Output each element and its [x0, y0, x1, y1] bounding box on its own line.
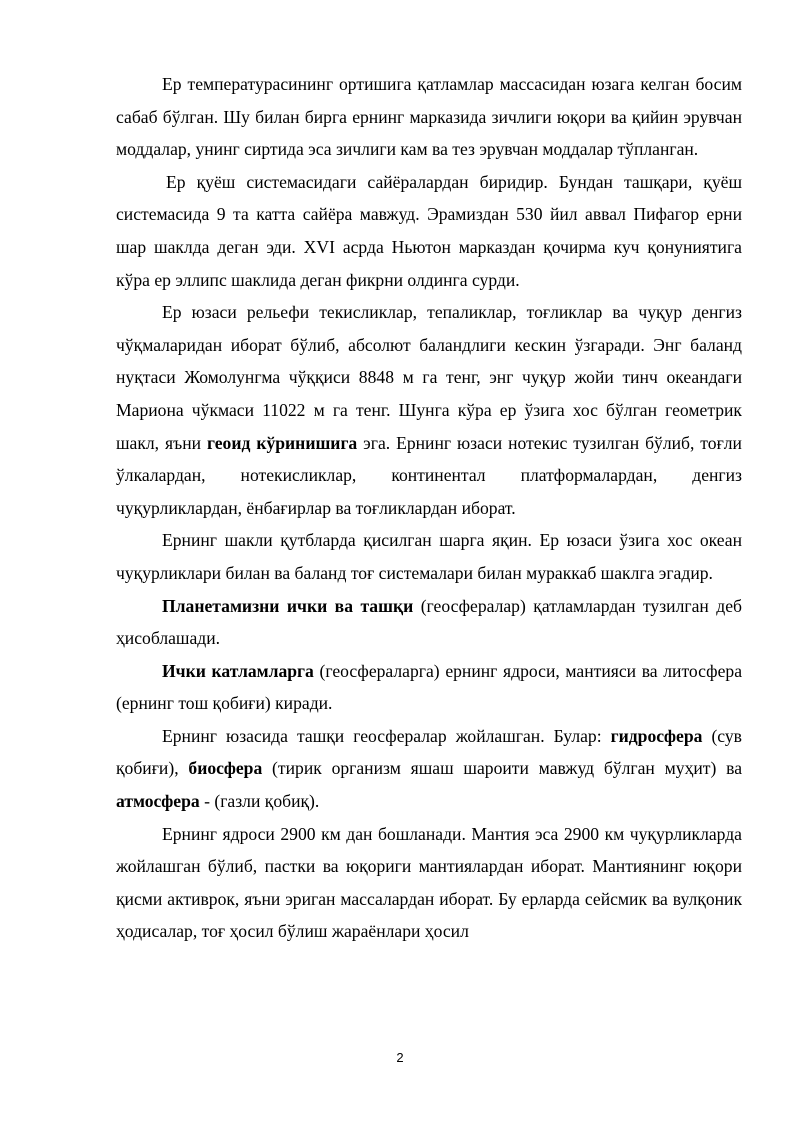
bold-term-hydrosphere: гидросфера: [610, 725, 703, 746]
text-span: Ер юзаси рельефи текисликлар, тепаликлар, тоғликлар ва чуқур денгиз чўқмаларидан иборат бўлиб, абсолют баландлиги кескин ўзгаради. Энг баланд нуқтаси Жомолунгма чўққиси 8848 м га тенг, энг чуқур жойи тинч океандаги Мариона чўкмаси 11022 м га тенг. Шунга кўра ер ўзига хос бўлган геометрик шакл, яъни: [116, 302, 742, 453]
bold-term-inner-outer: Планетамизни ички ва ташқи: [162, 595, 414, 616]
paragraph-4: [116, 524, 742, 589]
body-text: [116, 68, 742, 948]
text-span: Ернинг юзасида ташқи геосфералар жойлашган. Булар:: [162, 725, 611, 746]
bold-term-geoid: геоид кўринишига: [206, 432, 358, 453]
text-span: (тирик организм яшаш шароити мавжуд бўлган муҳит) ва: [262, 758, 742, 779]
bold-term-inner-layers: Ички катламларга: [162, 660, 314, 681]
text-span: Ернинг шакли қутбларда қисилган шарга яқин. Ер юзаси ўзига хос океан чуқурликлари билан ва баланд тоғ системалари билан мураккаб шаклга эгадир.: [116, 530, 742, 583]
paragraph-1: [116, 68, 742, 166]
text-span: Ернинг ядроси 2900 км дан бошланади. Мантия эса 2900 км чуқурликларда жойлашган бўлиб, пастки ва юқориги мантиялардан иборат. Мантиянинг юқори қисми активрок, яъни эриган массалардан иборат. Бу ерларда сейсмик ва вулқоник ҳодисалар, тоғ ҳосил бўлиш жараёнлари ҳосил: [116, 823, 742, 942]
text-span: (геосфераларга) ернинг ядроси, мантияси ва литосфера (ернинг тош қобиғи) киради.: [116, 660, 743, 714]
paragraph-7: [116, 720, 742, 818]
text-span: Ер температурасининг ортишига қатламлар массасидан юзага келган босим сабаб бўлган. Шу билан бирга ернинг марказида зичлиги юқори ва қийин эрувчан моддалар, унинг сиртида эса зичлиги кам ва тез эрувчан моддалар тўпланган.: [116, 74, 742, 160]
text-span: - (газли қобиқ).: [199, 791, 320, 812]
text-span: Ер қуёш системасидаги сайёралардан биридир. Бундан ташқари, қуёш системасида 9 та катта сайёра мавжуд. Эрамиздан 530 йил аввал Пифагор ерни шар шаклда деган эди. XVI асрда Ньютон марказдан қочирма куч қонуниятига кўра ер эллипс шаклида деган фикрни олдинга сурди.: [116, 171, 742, 290]
paragraph-3: [116, 296, 742, 524]
paragraph-8: [116, 818, 742, 948]
paragraph-5: [116, 590, 742, 655]
page-number: 2: [396, 1050, 404, 1065]
bold-term-biosphere: биосфера: [188, 758, 263, 779]
bold-term-atmosphere: атмосфера: [116, 791, 200, 812]
text-span: эга. Ернинг юзаси нотекис тузилган бўлиб, тоғли ўлкалардан, нотекисликлар, континентал платформалардан, денгиз чуқурликлардан, ёнбағирлар ва тоғликлардан иборат.: [116, 432, 742, 518]
text-span: (сув қобиғи),: [116, 725, 742, 779]
paragraph-6: [116, 655, 742, 720]
paragraph-2: [116, 166, 742, 296]
text-span: (геосфералар) қатламлардан тузилган деб ҳисоблашади.: [116, 595, 742, 649]
